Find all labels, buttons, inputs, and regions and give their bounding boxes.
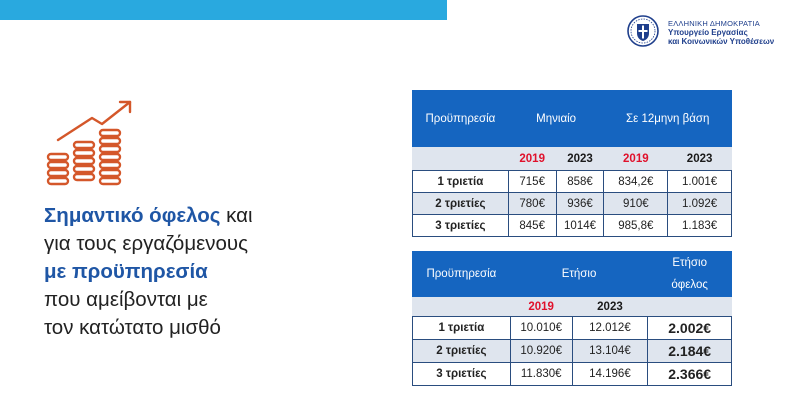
table-row <box>413 317 732 340</box>
table-cell: 1.092€ <box>668 193 732 215</box>
table-cell: 11.830€ <box>510 363 572 386</box>
table-row <box>413 215 732 237</box>
table-cell: 13.104€ <box>572 340 648 363</box>
table-cell: 910€ <box>604 193 668 215</box>
year-cell: 2023 <box>556 147 604 171</box>
table-cell: 858€ <box>556 171 604 193</box>
header-annual: Ετήσιο <box>510 252 648 297</box>
table-cell: 845€ <box>508 215 556 237</box>
headline-line-2: για τους εργαζόμενους <box>44 232 249 255</box>
table-cell: 10.920€ <box>510 340 572 363</box>
table-cell: 1.183€ <box>668 215 732 237</box>
table-cell: 10.010€ <box>510 317 572 340</box>
table-cell: 936€ <box>556 193 604 215</box>
logo-ministry-text-2: και Κοινωνικών Υποθέσεων <box>668 37 775 46</box>
table-row <box>413 363 732 386</box>
table-cell: 780€ <box>508 193 556 215</box>
top-accent-bar <box>0 0 447 20</box>
year-cell: 2019 <box>508 147 556 171</box>
header-benefit-line-2: όφελος <box>671 279 708 291</box>
table-header-row <box>413 252 732 297</box>
year-cell: 2023 <box>668 147 732 171</box>
header-experience: Προϋπηρεσία <box>413 91 509 147</box>
header-benefit-line-1: Ετήσιο <box>672 257 707 269</box>
year-blank <box>413 147 509 171</box>
year-cell: 2019 <box>604 147 668 171</box>
table-row <box>413 171 732 193</box>
row-label: 1 τριετία <box>413 317 511 340</box>
row-label: 2 τριετίες <box>413 340 511 363</box>
headline-emphasis-1: Σημαντικό όφελος <box>44 204 221 227</box>
benefit-cell: 2.002€ <box>648 317 732 340</box>
table-cell: 1014€ <box>556 215 604 237</box>
ministry-logo <box>627 15 792 47</box>
table-cell: 1.001€ <box>668 171 732 193</box>
rising-coins-icon <box>44 98 139 188</box>
year-blank <box>648 297 732 317</box>
headline-line-5: τον κατώτατο μισθό <box>44 316 221 339</box>
headline-line-4: που αμείβονται με <box>44 288 208 311</box>
year-blank <box>413 297 511 317</box>
table-header-row <box>413 91 732 147</box>
row-label: 2 τριετίες <box>413 193 509 215</box>
year-row <box>413 297 732 317</box>
benefit-cell: 2.184€ <box>648 340 732 363</box>
header-annual-benefit <box>648 252 732 297</box>
row-label: 1 τριετία <box>413 171 509 193</box>
row-label: 3 τριετίες <box>413 215 509 237</box>
header-experience: Προϋπηρεσία <box>413 252 511 297</box>
row-label: 3 τριετίες <box>413 363 511 386</box>
table-cell: 834,2€ <box>604 171 668 193</box>
monthly-salary-table <box>412 90 732 237</box>
table-cell: 14.196€ <box>572 363 648 386</box>
table-row <box>413 193 732 215</box>
year-cell: 2019 <box>510 297 572 317</box>
header-monthly: Μηνιαίο <box>508 91 604 147</box>
year-row <box>413 147 732 171</box>
benefit-cell: 2.366€ <box>648 363 732 386</box>
headline-rest-1: και <box>220 204 253 227</box>
headline-line-1 <box>44 202 344 230</box>
table-cell: 715€ <box>508 171 556 193</box>
greek-emblem-icon <box>627 15 659 47</box>
table-row <box>413 340 732 363</box>
logo-ministry-text-1: Υπουργείο Εργασίας <box>668 28 748 37</box>
year-cell: 2023 <box>572 297 648 317</box>
table-cell: 985,8€ <box>604 215 668 237</box>
annual-benefit-table <box>412 251 732 386</box>
headline <box>44 202 344 342</box>
headline-emphasis-2: με προϋπηρεσία <box>44 260 208 283</box>
header-12month: Σε 12μηνη βάση <box>604 91 732 147</box>
logo-country-text: ΕΛΛΗΝΙΚΗ ΔΗΜΟΚΡΑΤΙΑ <box>668 19 760 28</box>
table-cell: 12.012€ <box>572 317 648 340</box>
